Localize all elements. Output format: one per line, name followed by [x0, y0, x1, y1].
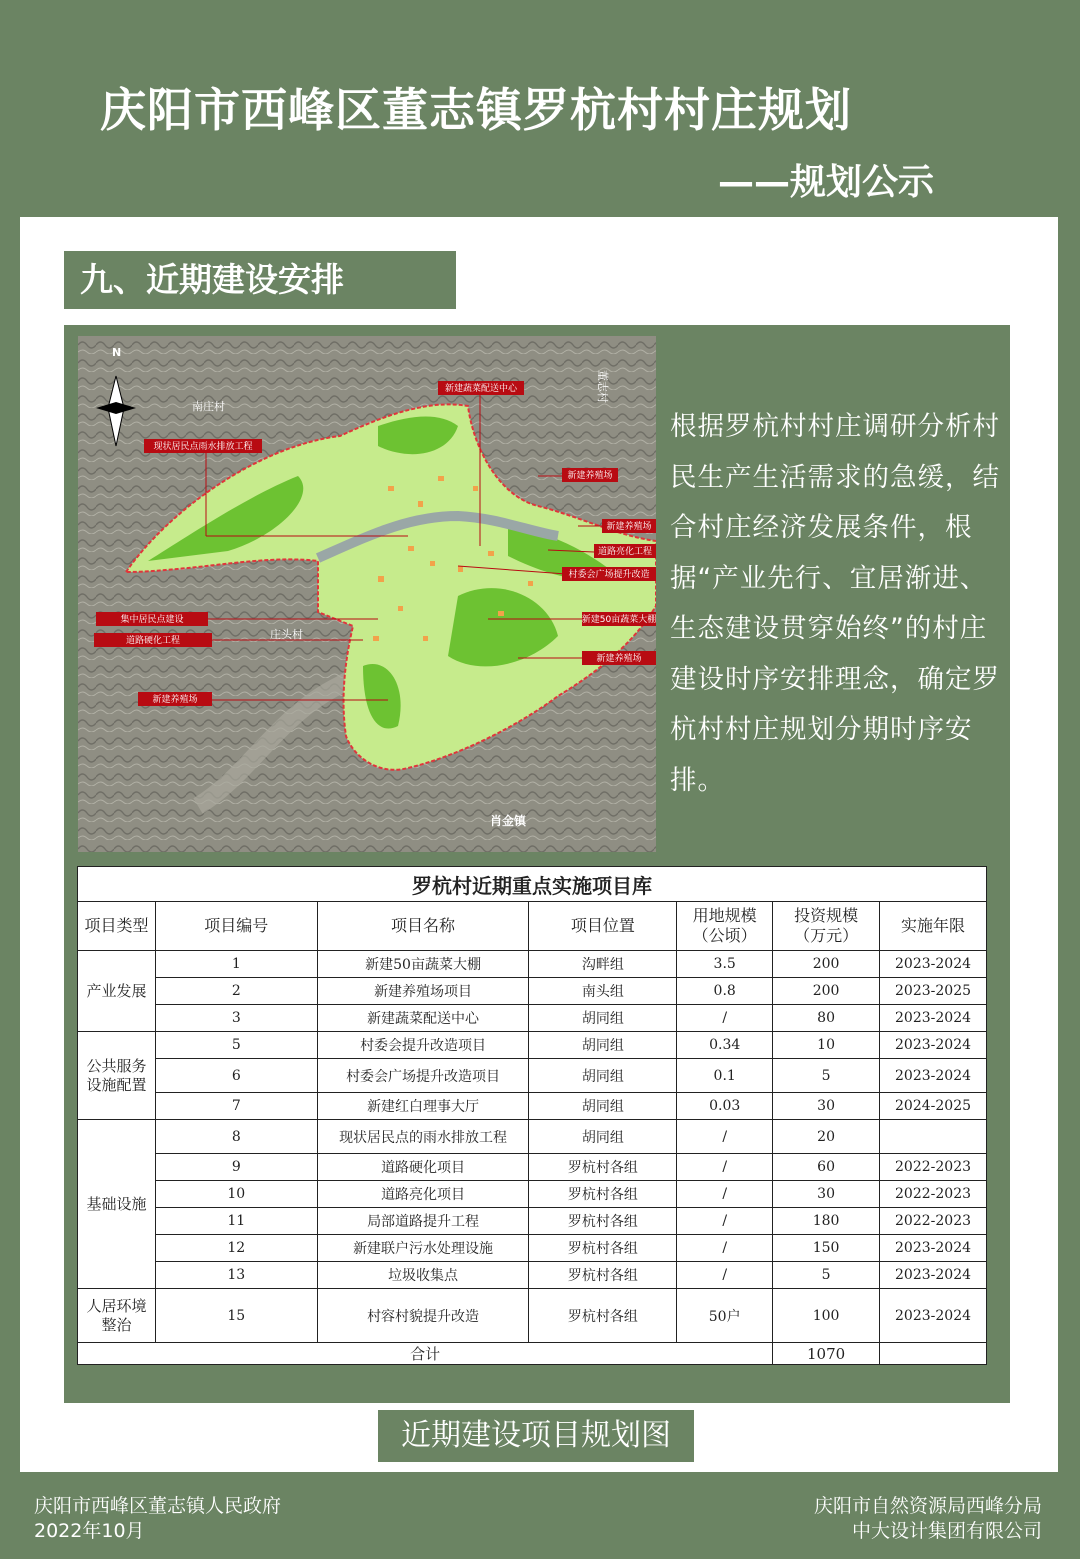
map-label: 道路亮化工程	[597, 547, 653, 557]
table-cell: 2023-2024	[880, 1262, 987, 1289]
table-cell: /	[677, 1208, 773, 1235]
table-cell: 10	[155, 1181, 317, 1208]
header-period: 实施年限	[880, 902, 987, 951]
table-cell	[880, 1343, 987, 1365]
total-value: 1070	[773, 1343, 880, 1365]
table-cell: 罗杭村各组	[529, 1154, 677, 1181]
table-row	[78, 1154, 987, 1181]
table-header-row	[78, 902, 987, 951]
table-row	[78, 1181, 987, 1208]
table-row	[78, 1289, 987, 1343]
map-label: 新建养殖场	[606, 522, 652, 532]
table-cell: 20	[773, 1120, 880, 1154]
table-cell: 2023-2024	[880, 1235, 987, 1262]
table-cell: /	[677, 1120, 773, 1154]
table-cell: 2022-2023	[880, 1154, 987, 1181]
table-cell: 12	[155, 1235, 317, 1262]
table-cell: 0.1	[677, 1059, 773, 1093]
table-cell: 2024-2025	[880, 1093, 987, 1120]
table-cell: 现状居民点的雨水排放工程	[317, 1120, 529, 1154]
table-cell	[880, 1120, 987, 1154]
table-cell: 200	[773, 951, 880, 978]
table-cell: 5	[773, 1262, 880, 1289]
map-label: 新建养殖场	[152, 695, 198, 705]
place-name: 南庄村	[192, 400, 225, 413]
table-row	[78, 1208, 987, 1235]
table-cell: 5	[773, 1059, 880, 1093]
table-row	[78, 951, 987, 978]
footer-left	[34, 1494, 281, 1544]
table-cell: 6	[155, 1059, 317, 1093]
table-cell: 罗杭村各组	[529, 1262, 677, 1289]
map-label: 新建蔬菜配送中心	[444, 384, 518, 394]
footer-date: 2022年10月	[34, 1520, 145, 1542]
table-row	[78, 978, 987, 1005]
table-cell: 2022-2023	[880, 1181, 987, 1208]
table-cell: 0.8	[677, 978, 773, 1005]
section-heading: 九、近期建设安排	[64, 251, 456, 309]
table-cell: 50户	[677, 1289, 773, 1343]
table-cell: /	[677, 1181, 773, 1208]
table-cell: 2023-2024	[880, 1005, 987, 1032]
table-cell: 局部道路提升工程	[317, 1208, 529, 1235]
table-cell: 村委会提升改造项目	[317, 1032, 529, 1059]
table-cell: 沟畔组	[529, 951, 677, 978]
table-cell: 2023-2024	[880, 1059, 987, 1093]
table-cell: 2	[155, 978, 317, 1005]
table-cell: 200	[773, 978, 880, 1005]
table-cell: 2023-2025	[880, 978, 987, 1005]
table-cell: /	[677, 1235, 773, 1262]
map-caption: 近期建设项目规划图	[378, 1410, 694, 1462]
header-id: 项目编号	[155, 902, 317, 951]
table-cell: 0.34	[677, 1032, 773, 1059]
table-cell: 道路硬化项目	[317, 1154, 529, 1181]
table-cell: 30	[773, 1093, 880, 1120]
header-area: 用地规模 （公顷）	[677, 902, 773, 951]
table-cell: /	[677, 1262, 773, 1289]
table-cell: 1	[155, 951, 317, 978]
table-cell: 7	[155, 1093, 317, 1120]
header-location: 项目位置	[529, 902, 677, 951]
table-cell: 60	[773, 1154, 880, 1181]
table-cell: 8	[155, 1120, 317, 1154]
header-invest: 投资规模 （万元）	[773, 902, 880, 951]
table-cell: 胡同组	[529, 1093, 677, 1120]
map-label: 新建养殖场	[567, 471, 613, 481]
total-label: 合计	[78, 1343, 773, 1365]
table-cell: 5	[155, 1032, 317, 1059]
table-cell: 2023-2024	[880, 1289, 987, 1343]
footer-org: 庆阳市自然资源局西峰分局	[813, 1495, 1042, 1517]
map-label: 现状居民点雨水排放工程	[153, 442, 253, 452]
table-cell: 3	[155, 1005, 317, 1032]
table-cell: 新建50亩蔬菜大棚	[317, 951, 529, 978]
table-cell: 南头组	[529, 978, 677, 1005]
table-cell: 新建养殖场项目	[317, 978, 529, 1005]
page-title: 庆阳市西峰区董志镇罗杭村村庄规划	[100, 83, 852, 137]
table-cell: 10	[773, 1032, 880, 1059]
table-cell: 9	[155, 1154, 317, 1181]
table-row	[78, 1032, 987, 1059]
planning-map	[78, 336, 656, 852]
table-row	[78, 1235, 987, 1262]
project-table	[77, 866, 987, 1365]
table-cell: 100	[773, 1289, 880, 1343]
type-cell: 产业发展	[78, 951, 156, 1032]
table-cell: 胡同组	[529, 1059, 677, 1093]
table-cell: 道路亮化项目	[317, 1181, 529, 1208]
table-cell: 180	[773, 1208, 880, 1235]
map-label: 村委会广场提升改造	[568, 570, 650, 580]
table-cell: 胡同组	[529, 1005, 677, 1032]
table-cell: 垃圾收集点	[317, 1262, 529, 1289]
type-cell: 公共服务 设施配置	[78, 1032, 156, 1120]
header-type: 项目类型	[78, 902, 156, 951]
table-cell: 0.03	[677, 1093, 773, 1120]
table-cell: 村容村貌提升改造	[317, 1289, 529, 1343]
map-label: 道路硬化工程	[125, 636, 181, 646]
table-cell: /	[677, 1154, 773, 1181]
table-cell: 2023-2024	[880, 951, 987, 978]
footer-org: 庆阳市西峰区董志镇人民政府	[34, 1495, 282, 1517]
table-row	[78, 1262, 987, 1289]
total-row	[78, 1343, 987, 1365]
table-cell: 3.5	[677, 951, 773, 978]
table-row	[78, 1093, 987, 1120]
table-cell: 15	[155, 1289, 317, 1343]
table-row	[78, 1059, 987, 1093]
table-cell: /	[677, 1005, 773, 1032]
header-name: 项目名称	[317, 902, 529, 951]
table-cell: 11	[155, 1208, 317, 1235]
table-caption: 罗杭村近期重点实施项目库	[78, 867, 987, 902]
table-cell: 2023-2024	[880, 1032, 987, 1059]
type-cell: 人居环境 整治	[78, 1289, 156, 1343]
table-cell: 罗杭村各组	[529, 1235, 677, 1262]
table-cell: 村委会广场提升改造项目	[317, 1059, 529, 1093]
map-label: 集中居民点建设	[120, 615, 184, 625]
table-cell: 150	[773, 1235, 880, 1262]
table-cell: 罗杭村各组	[529, 1181, 677, 1208]
type-cell: 基础设施	[78, 1120, 156, 1289]
table-cell: 罗杭村各组	[529, 1208, 677, 1235]
table-cell: 新建联户污水处理设施	[317, 1235, 529, 1262]
description-text: 根据罗杭村村庄调研分析村民生产生活需求的急缓，结合村庄经济发展条件，根据“产业先行、宜居渐进、生态建设贯穿始终”的村庄建设时序安排理念，确定罗杭村村庄规划分期时序安排。	[670, 411, 1000, 796]
table-row	[78, 1120, 987, 1154]
table-cell: 胡同组	[529, 1032, 677, 1059]
table-cell: 罗杭村各组	[529, 1289, 677, 1343]
table-cell: 80	[773, 1005, 880, 1032]
map-label: 新建养殖场	[596, 654, 642, 664]
table-cell: 2022-2023	[880, 1208, 987, 1235]
footer-right	[814, 1494, 1042, 1544]
table-cell: 新建红白理事大厅	[317, 1093, 529, 1120]
place-name: 肖金镇	[490, 814, 527, 828]
table-cell: 13	[155, 1262, 317, 1289]
page-subtitle: ——规划公示	[718, 162, 935, 203]
footer-org: 中大设计集团有限公司	[851, 1520, 1042, 1542]
place-name: 董志村	[596, 370, 609, 403]
north-label: N	[112, 346, 122, 359]
table-cell: 新建蔬菜配送中心	[317, 1005, 529, 1032]
map-label: 新建50亩蔬菜大棚	[581, 615, 656, 625]
place-name: 庄头村	[270, 628, 303, 641]
table-row	[78, 1005, 987, 1032]
table-cell: 胡同组	[529, 1120, 677, 1154]
table-cell: 30	[773, 1181, 880, 1208]
